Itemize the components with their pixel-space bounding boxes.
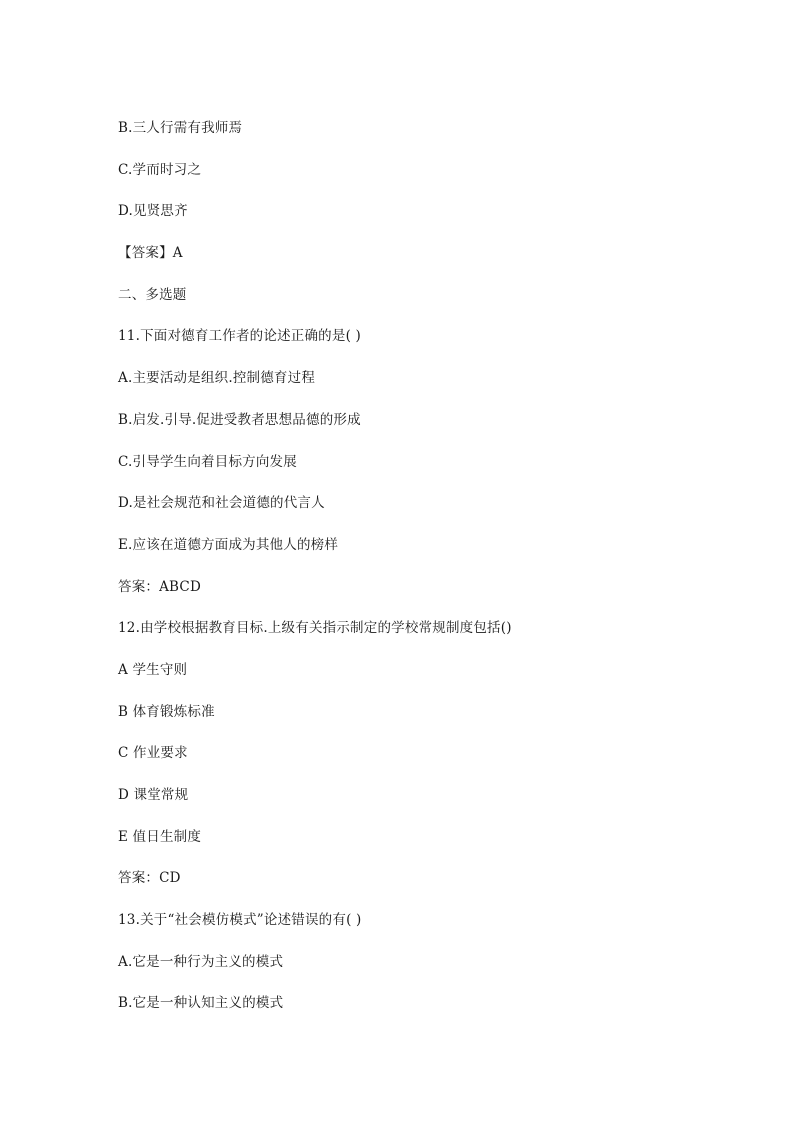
option-b-q13: B.它是一种认知主义的模式 [118, 995, 284, 1012]
section-heading-multiple-choice: 二、多选题 [118, 286, 187, 303]
option-a-q11: A.主要活动是组织.控制德育过程 [118, 370, 316, 387]
option-d-q10: D.见贤思齐 [118, 203, 188, 220]
option-c-q10: C.学而时习之 [118, 161, 202, 178]
question-12: 12.由学校根据教育目标.上级有关指示制定的学校常规制度包括() [118, 620, 512, 637]
option-e-q11: E.应该在道德方面成为其他人的榜样 [118, 536, 339, 553]
answer-q10: 【答案】A [118, 245, 183, 262]
option-e-q12: E 值日生制度 [118, 828, 202, 845]
answer-q12: 答案：CD [118, 870, 181, 887]
option-b-q10: B.三人行需有我师焉 [118, 120, 243, 136]
option-b-q12: B 体育锻炼标准 [118, 703, 215, 720]
document-page [118, 116, 718, 1033]
question-13: 13.关于“社会模仿模式”论述错误的有( ) [118, 912, 362, 929]
option-d-q11: D.是社会规范和社会道德的代言人 [118, 495, 325, 512]
answer-q11: 答案：ABCD [118, 578, 201, 595]
option-a-q12: A 学生守则 [118, 661, 188, 678]
option-d-q12: D 课堂常规 [118, 787, 189, 803]
question-11: 11.下面对德育工作者的论述正确的是( ) [118, 328, 361, 345]
option-c-q11: C.引导学生向着目标方向发展 [118, 453, 297, 470]
option-b-q11: B.启发.引导.促进受教者思想品德的形成 [118, 411, 361, 428]
option-c-q12: C 作业要求 [118, 745, 188, 762]
option-a-q13: A.它是一种行为主义的模式 [118, 953, 284, 970]
